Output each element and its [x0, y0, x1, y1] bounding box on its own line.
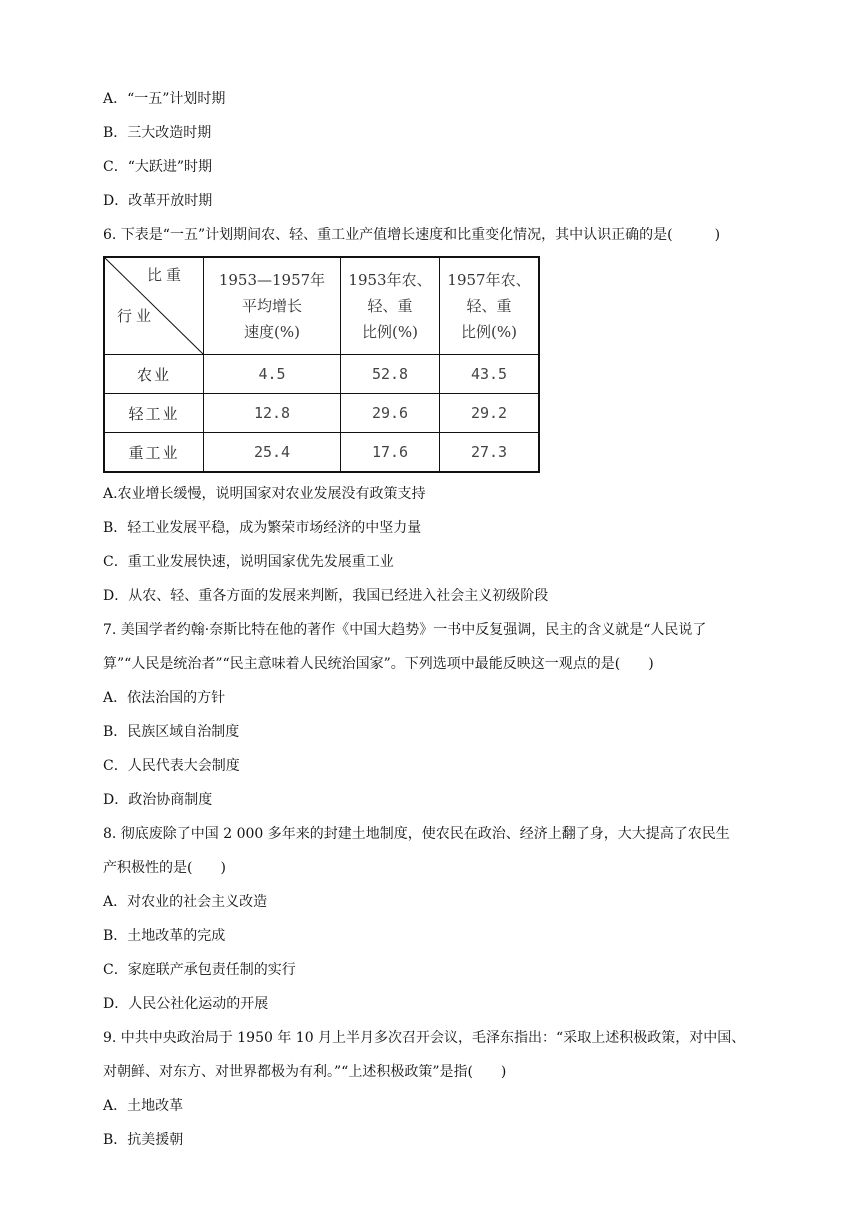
table-cell: 27.3 — [440, 433, 540, 473]
q6-option-d: D．从农、轻、重各方面的发展来判断，我国已经进入社会主义初级阶段 — [103, 588, 549, 604]
table-row — [104, 433, 539, 473]
q6-option-c: C．重工业发展快速，说明国家优先发展重工业 — [103, 554, 394, 570]
q6-option-b: B．轻工业发展平稳，成为繁荣市场经济的中坚力量 — [103, 520, 422, 536]
q9-stem-line1: 9. 中共中央政治局于 1950 年 10 月上半月多次召开会议，毛泽东指出：“采取上述积极政策，对中国、 — [103, 1030, 746, 1046]
q9-stem-line2: 对朝鲜、对东方、对世界都极为有利。”“上述积极政策”是指( ) — [103, 1064, 507, 1080]
table-cell: 25.4 — [204, 433, 341, 473]
q7-option-b: B．民族区域自治制度 — [103, 724, 240, 740]
q5-option-b: B．三大改造时期 — [103, 125, 212, 141]
q5-option-a: A．“一五”计划时期 — [103, 91, 226, 107]
q7-stem-line1: 7. 美国学者约翰·奈斯比特在他的著作《中国大趋势》一书中反复强调，民主的含义就是“人民说了 — [103, 622, 707, 638]
table-cell: 12.8 — [204, 394, 341, 433]
q8-option-c: C．家庭联产承包责任制的实行 — [103, 962, 296, 978]
table-corner-cell — [104, 257, 204, 355]
row-label-light-industry: 轻工业 — [104, 394, 204, 433]
q7-option-a: A．依法治国的方针 — [103, 690, 226, 706]
q6-option-a: A.农业增长缓慢，说明国家对农业发展没有政策支持 — [103, 486, 426, 502]
q7-stem-line2: 算”“人民是统治者”“民主意味着人民统治国家”。下列选项中最能反映这一观点的是( ) — [103, 656, 654, 672]
table-header-growth: 1953—1957年 平均增长 速度(%) — [204, 257, 341, 355]
corner-label-proportion: 比重 — [146, 266, 185, 284]
row-label-agriculture: 农业 — [104, 355, 204, 394]
q9-option-a: A．土地改革 — [103, 1098, 184, 1114]
q6-data-table — [103, 256, 540, 473]
q7-option-d: D．政治协商制度 — [103, 792, 213, 808]
table-row — [104, 394, 539, 433]
q8-option-b: B．土地改革的完成 — [103, 928, 226, 944]
q8-option-a: A．对农业的社会主义改造 — [103, 894, 268, 910]
table-header-1953: 1953年农、 轻、重 比例(%) — [341, 257, 440, 355]
q9-option-b: B．抗美援朝 — [103, 1132, 184, 1148]
table-cell: 17.6 — [341, 433, 440, 473]
table-cell: 52.8 — [341, 355, 440, 394]
q7-option-c: C．人民代表大会制度 — [103, 758, 240, 774]
table-header-row — [104, 257, 539, 355]
table-cell: 4.5 — [204, 355, 341, 394]
q8-option-d: D．人民公社化运动的开展 — [103, 996, 269, 1012]
row-label-heavy-industry: 重工业 — [104, 433, 204, 473]
table-cell: 29.6 — [341, 394, 440, 433]
q5-option-c: C．“大跃进”时期 — [103, 159, 213, 175]
table-row — [104, 355, 539, 394]
q5-option-d: D．改革开放时期 — [103, 193, 213, 209]
q8-stem-line1: 8. 彻底废除了中国 2 000 多年来的封建土地制度，使农民在政治、经济上翻了身，大大提高了农民生 — [103, 826, 730, 842]
table-header-1957: 1957年农、 轻、重 比例(%) — [440, 257, 540, 355]
corner-label-industry: 行业 — [117, 307, 156, 325]
table-cell: 29.2 — [440, 394, 540, 433]
table-cell: 43.5 — [440, 355, 540, 394]
q8-stem-line2: 产积极性的是( ) — [103, 860, 226, 876]
q6-stem: 6. 下表是“一五”计划期间农、轻、重工业产值增长速度和比重变化情况，其中认识正确的是( ) — [103, 227, 721, 243]
